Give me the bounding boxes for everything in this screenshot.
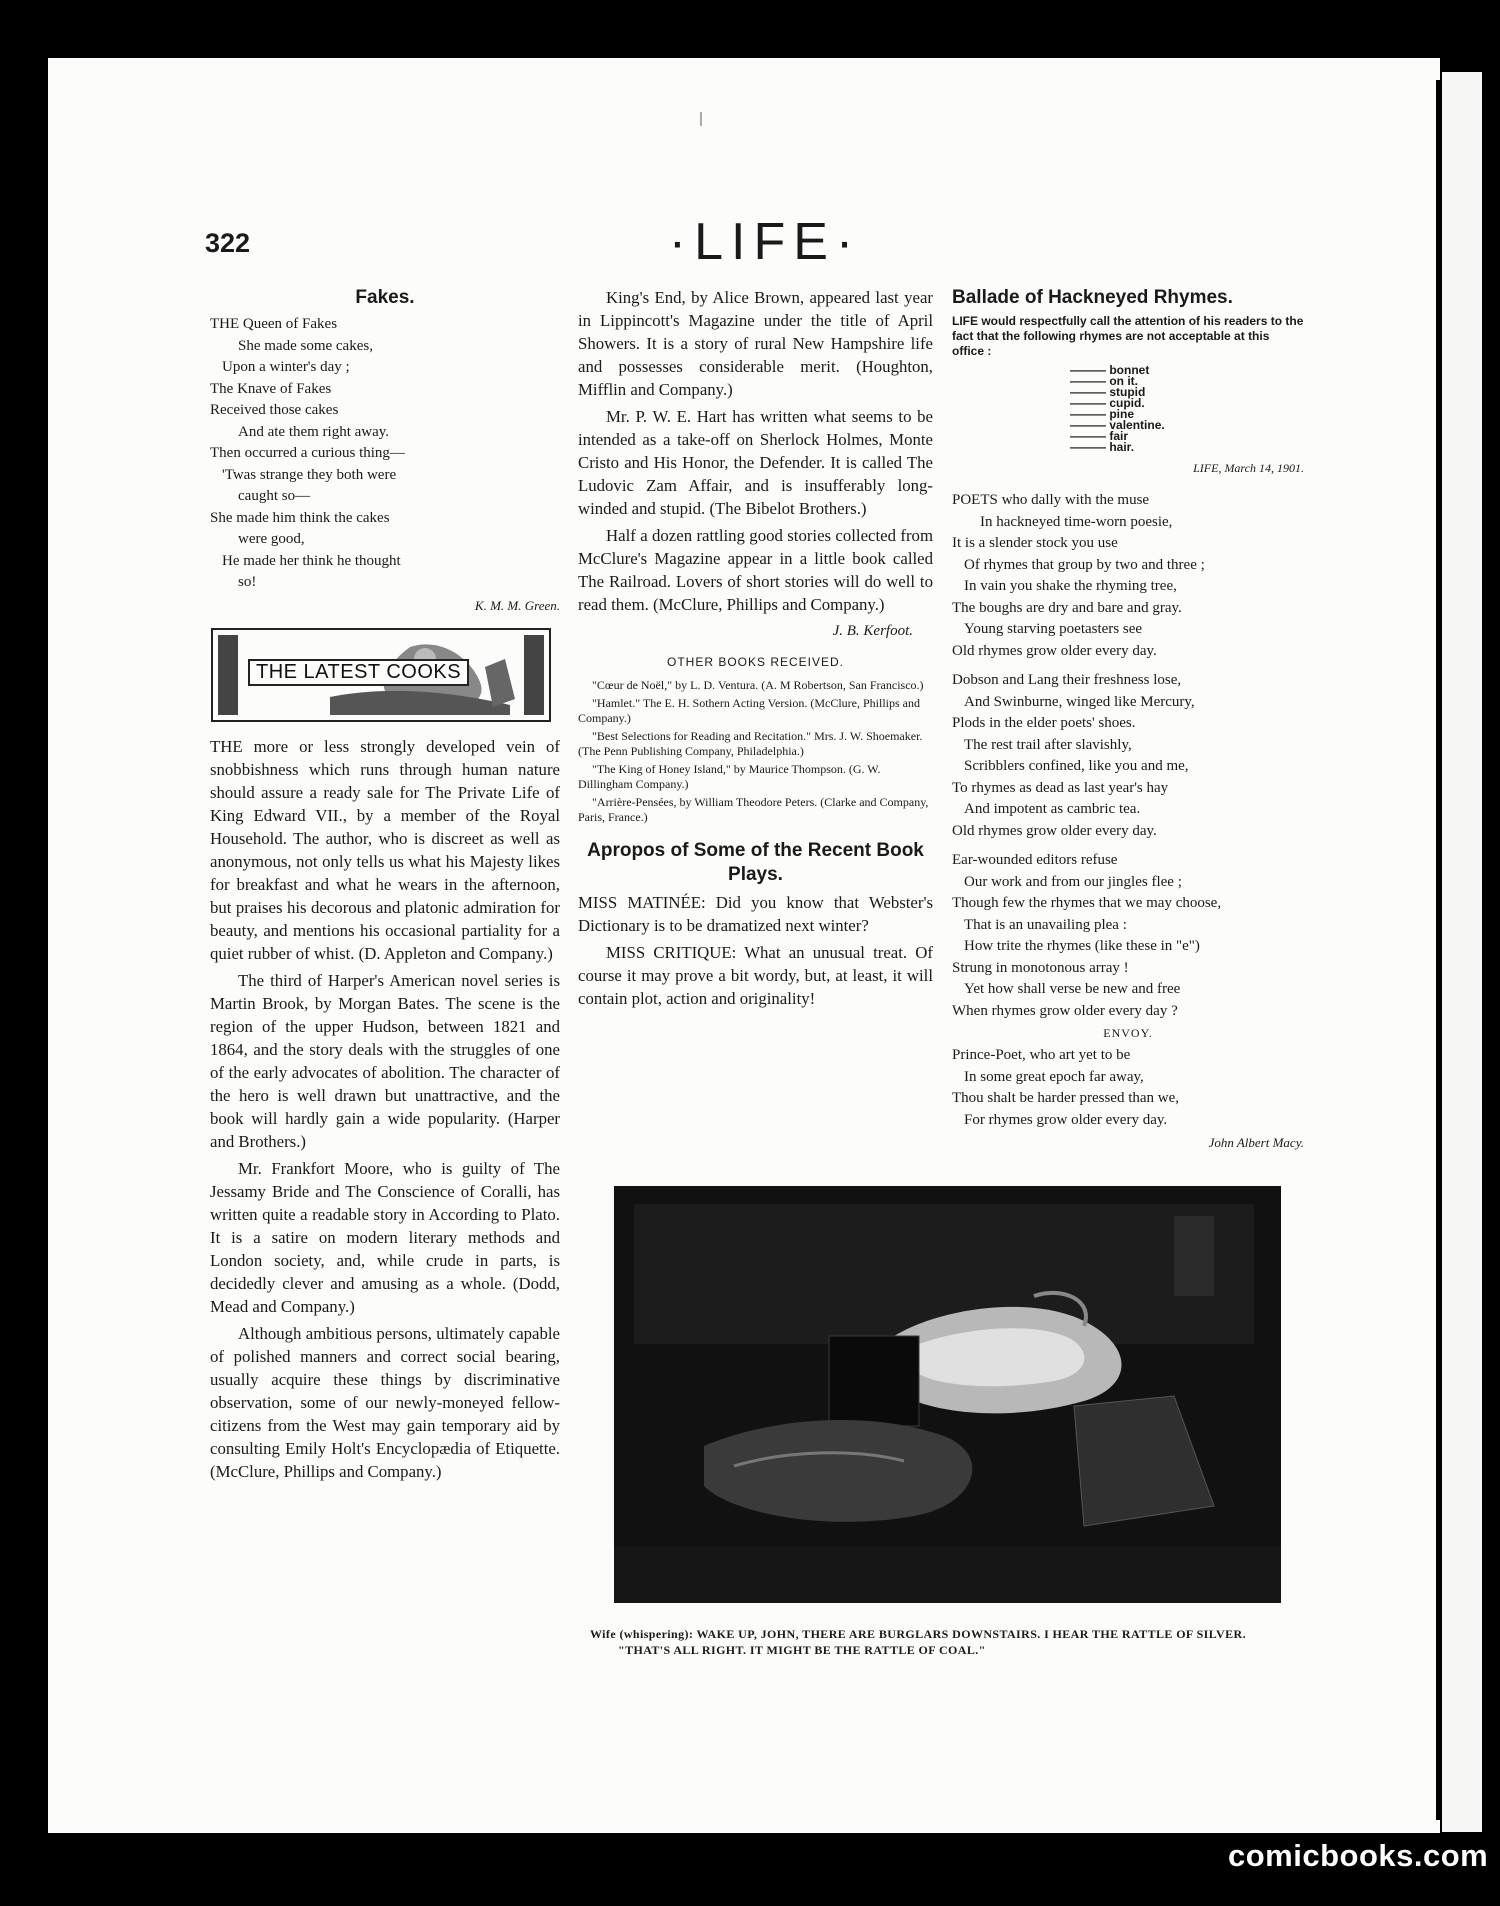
- poem-line: Prince-Poet, who art yet to be: [952, 1047, 1131, 1063]
- book-entry: "Best Selections for Reading and Recitation." Mrs. J. W. Shoemaker. (The Penn Publishing Company, Philadelphia.): [578, 729, 923, 758]
- ballade-envoy: [952, 1045, 1304, 1131]
- poem-line: Received those cakes: [210, 402, 339, 418]
- caption-line-1: Wife (whispering): WAKE UP, JOHN, THERE ARE BURGLARS DOWNSTAIRS. I HEAR THE RATTLE OF SILVER.: [590, 1627, 1246, 1641]
- poem-line: And Swinburne, winged like Mercury,: [964, 693, 1195, 710]
- latest-cooks-banner: [210, 627, 552, 723]
- review-paragraph: King's End, by Alice Brown, appeared last year in Lippincott's Magazine under the title of April Showers. It is a story of rural New Hampshire life and possesses considerable merit. (Houghton, Mifflin and Company.): [578, 288, 933, 399]
- caption-line-2: "THAT'S ALL RIGHT. IT MIGHT BE THE RATTLE OF COAL.": [618, 1643, 986, 1657]
- rhyme-list: [1070, 365, 1304, 453]
- ballade-stanza-1: [952, 490, 1304, 662]
- review-paragraph: THE more or less strongly developed vein of snobbishness which runs through human nature should assure a ready sale for The Private Life of King Edward VII., by a member of the Royal Household. The author, who is discreet as well as anonymous, not only tells us what his Majesty likes for breakfast and what he wears in the afternoon, but praises his decorous and platonic admiration for beauty, and mentions his occasional partiality for a quiet rubber of whist. (D. Appleton and Company.): [210, 736, 560, 963]
- poem-line: Upon a winter's day ;: [222, 359, 350, 375]
- ballade-stanza-2: [952, 670, 1304, 842]
- book-reviews-col1: [210, 735, 560, 1483]
- poem-line: Though few the rhymes that we may choose,: [952, 895, 1222, 911]
- apropos-title: Apropos of Some of the Recent Book Plays.: [587, 840, 924, 885]
- rhyme-item: ——— hair.: [1070, 442, 1304, 453]
- poem-line: And ate them right away.: [238, 423, 390, 440]
- dialogue-line: MISS MATINÉE: Did you know that Webster's Dictionary is to be dramatized next winter?: [578, 893, 933, 935]
- book-entry: "Arrière-Pensées, by William Theodore Peters. (Clarke and Company, Paris, France.): [578, 795, 929, 824]
- poem-line: Of rhymes that group by two and three ;: [964, 556, 1205, 573]
- poem-line: Thou shalt be harder pressed than we,: [952, 1090, 1180, 1106]
- book-entry: "Cœur de Noël," by L. D. Ventura. (A. M Robertson, San Francisco.): [592, 678, 924, 692]
- column-2: [578, 286, 933, 1014]
- poem-line: And impotent as cambric tea.: [964, 801, 1141, 817]
- poem-line: POETS who dally with the muse: [952, 492, 1150, 508]
- ballade-stanza-3: [952, 850, 1304, 1022]
- poem-line: In vain you shake the rhyming tree,: [964, 578, 1177, 594]
- poem-line: Our work and from our jingles flee ;: [964, 873, 1182, 890]
- page-number: 322: [205, 228, 251, 258]
- poem-line: Strung in monotonous array !: [952, 959, 1129, 976]
- banner-label: THE LATEST COOKS: [248, 659, 469, 686]
- poem-line: The Knave of Fakes: [210, 380, 332, 397]
- poem-line: Plods in the elder poets' shoes.: [952, 715, 1136, 731]
- review-paragraph: Mr. P. W. E. Hart has written what seems to be intended as a take-off on Sherlock Holmes, Monte Cristo and His Honor, the Defender. It is called The Ludovic Zam Affair, and is insufferably long-winded and stupid. (The Bibelot Brothers.): [578, 407, 933, 518]
- poem-line: The boughs are dry and bare and gray.: [952, 599, 1182, 616]
- poem-line: Ear-wounded editors refuse: [952, 852, 1118, 868]
- reviewer-signature: J. B. Kerfoot.: [832, 623, 913, 639]
- poem-line: Young starving poetasters see: [964, 621, 1143, 637]
- column-1: [210, 286, 560, 1487]
- book-entry: "The King of Honey Island," by Maurice Thompson. (G. W. Dillingham Company.): [578, 762, 881, 791]
- poem-line: The rest trail after slavishly,: [964, 736, 1132, 753]
- poem-line: Then occurred a curious thing—: [210, 445, 405, 461]
- poem-line: THE Queen of Fakes: [210, 316, 338, 332]
- poem-line: Scribblers confined, like you and me,: [964, 758, 1189, 774]
- site-watermark: comicbooks.com: [1228, 1838, 1489, 1873]
- review-paragraph: Although ambitious persons, ultimately capable of polished manners and correct social bearing, usually acquire these things by discriminative observation, some of our newly-moneyed fellow-citizens from the West may gain temporary aid by consulting Emily Holt's Encyclopædia of Etiquette. (McClure, Phillips and Company.): [210, 1323, 560, 1481]
- poem-line: Yet how shall verse be new and free: [964, 981, 1181, 997]
- poem-line: He made her think he thought: [222, 552, 401, 569]
- ballade-title: Ballade of Hackneyed Rhymes.: [952, 287, 1233, 308]
- envoy-heading: ENVOY.: [1103, 1026, 1153, 1040]
- poem-line: so!: [238, 574, 257, 590]
- rhyme-item: ——— stupid: [1070, 387, 1304, 398]
- poem-line: In some great epoch far away,: [964, 1068, 1144, 1085]
- rhyme-item: ——— fair: [1070, 431, 1304, 442]
- rhyme-item: ——— valentine.: [1070, 420, 1304, 431]
- burglar-illustration: [614, 1186, 1281, 1603]
- masthead: ·LIFE·: [668, 213, 862, 271]
- book-reviews-col2: [578, 286, 933, 616]
- poem-line: were good,: [238, 531, 305, 547]
- poem-line: In hackneyed time-worn poesie,: [980, 513, 1173, 530]
- poem-line: 'Twas strange they both were: [222, 466, 397, 483]
- other-books-heading: OTHER BOOKS RECEIVED.: [666, 655, 845, 669]
- book-entry: "Hamlet." The E. H. Sothern Acting Version. (McClure, Phillips and Company.): [578, 696, 920, 725]
- rhyme-item: ——— bonnet: [1070, 365, 1304, 376]
- illustration-drawing: [614, 1186, 1281, 1603]
- poem-line: Old rhymes grow older every day.: [952, 822, 1157, 839]
- poem-line: How trite the rhymes (like these in "e"): [964, 938, 1200, 954]
- review-paragraph: Mr. Frankfort Moore, who is guilty of The Jessamy Bride and The Conscience of Coralli, has written quite a readable story in According to Plato. It is a satire on modern literary methods and London society, and, while crude in parts, is decidedly clever and amusing as a whole. (Dodd, Mead and Company.): [210, 1158, 560, 1316]
- fakes-author: K. M. M. Green.: [474, 597, 560, 613]
- poem-line: She made some cakes,: [238, 337, 373, 354]
- poem-line: That is an unavailing plea :: [964, 916, 1127, 933]
- illustration-caption: [590, 1626, 1308, 1658]
- other-books-list: [578, 678, 933, 825]
- review-paragraph: Half a dozen rattling good stories collected from McClure's Magazine appear in a little book called The Railroad. Lovers of short stories will do well to read them. (McClure, Phillips and Company.): [578, 526, 933, 614]
- poem-line: Old rhymes grow older every day.: [952, 642, 1157, 659]
- rhyme-item: ——— pine: [1070, 409, 1304, 420]
- poem-line: Dobson and Lang their freshness lose,: [952, 672, 1182, 688]
- poem-line: caught so—: [238, 488, 311, 504]
- rhyme-item: ——— cupid.: [1070, 398, 1304, 409]
- fakes-title: Fakes.: [355, 287, 415, 308]
- poem-line: When rhymes grow older every day ?: [952, 1002, 1178, 1019]
- poem-line: She made him think the cakes: [210, 509, 390, 526]
- column-3: [952, 286, 1304, 1154]
- rhyme-item: ——— on it.: [1070, 376, 1304, 387]
- adjacent-page-strip: [1442, 72, 1482, 1832]
- page-mark: [700, 112, 702, 126]
- poem-line: To rhymes as dead as last year's hay: [952, 779, 1169, 796]
- dialogue-line: MISS CRITIQUE: What an unusual treat. Of course it may prove a bit wordy, but, at least, it will contain plot, action and originality!: [578, 943, 933, 1008]
- poem-line: For rhymes grow older every day.: [964, 1111, 1168, 1128]
- ballade-date: LIFE, March 14, 1901.: [1193, 461, 1304, 475]
- ballade-author: John Albert Macy.: [1208, 1135, 1304, 1150]
- review-paragraph: The third of Harper's American novel series is Martin Brook, by Morgan Bates. The scene is the region of the upper Hudson, between 1821 and 1864, and the story deals with the struggles of one of the early advocates of abolition. The character of the hero is well drawn but unattractive, and the book will hardly gain a wide popularity. (Harper and Brothers.): [210, 970, 560, 1151]
- poem-line: It is a slender stock you use: [952, 535, 1118, 551]
- fakes-poem: [210, 314, 560, 594]
- apropos-dialogue: [578, 891, 933, 1010]
- ballade-note: LIFE would respectfully call the attention of his readers to the fact that the following rhymes are not acceptable at this office :: [952, 314, 1304, 358]
